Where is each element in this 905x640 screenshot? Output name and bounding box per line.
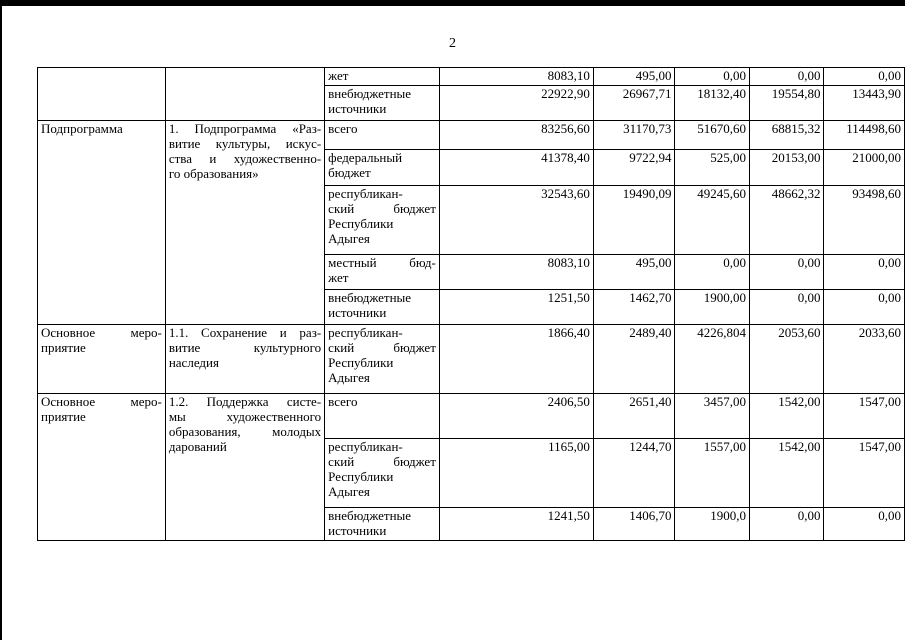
- budget-table: [37, 67, 905, 541]
- funding-source-cell: внебюджетные источники: [325, 290, 440, 325]
- activity-name-cell: 1. Подпрограмма «Раз- витие культуры, искус- ства и художественно- го образования»: [165, 121, 324, 325]
- value-cell: 1165,00: [439, 439, 593, 508]
- value-cell: 21000,00: [824, 150, 905, 186]
- value-cell: 0,00: [675, 68, 750, 86]
- value-cell: 48662,32: [749, 186, 824, 255]
- value-cell: 2489,40: [593, 325, 675, 394]
- activity-name-cell: 1.2. Поддержка систе- мы художественного образования, молодых дарований: [165, 394, 324, 541]
- value-cell: 1462,70: [593, 290, 675, 325]
- value-cell: 1900,0: [675, 508, 750, 541]
- funding-source-cell: республикан- ский бюджет Республики Адыгея: [325, 325, 440, 394]
- value-cell: 26967,71: [593, 86, 675, 121]
- activity-type-cell: [38, 68, 166, 121]
- value-cell: 1900,00: [675, 290, 750, 325]
- value-cell: 0,00: [824, 68, 905, 86]
- value-cell: 1557,00: [675, 439, 750, 508]
- value-cell: 8083,10: [439, 68, 593, 86]
- value-cell: 0,00: [749, 68, 824, 86]
- value-cell: 1542,00: [749, 439, 824, 508]
- value-cell: 525,00: [675, 150, 750, 186]
- table-row: [38, 325, 905, 394]
- value-cell: 0,00: [749, 290, 824, 325]
- value-cell: 93498,60: [824, 186, 905, 255]
- value-cell: 1547,00: [824, 394, 905, 439]
- value-cell: 19554,80: [749, 86, 824, 121]
- table-row: [38, 121, 905, 150]
- funding-source-cell: внебюджетные источники: [325, 508, 440, 541]
- value-cell: 22922,90: [439, 86, 593, 121]
- activity-type-cell: Основное меро- приятие: [38, 394, 166, 541]
- value-cell: 1241,50: [439, 508, 593, 541]
- scan-top-border: [0, 0, 905, 6]
- funding-source-cell: республикан- ский бюджет Республики Адыгея: [325, 439, 440, 508]
- value-cell: 51670,60: [675, 121, 750, 150]
- value-cell: 0,00: [824, 255, 905, 290]
- funding-source-cell: республикан- ский бюджет Республики Адыгея: [325, 186, 440, 255]
- value-cell: 114498,60: [824, 121, 905, 150]
- value-cell: 20153,00: [749, 150, 824, 186]
- value-cell: 19490,09: [593, 186, 675, 255]
- value-cell: 2053,60: [749, 325, 824, 394]
- value-cell: 9722,94: [593, 150, 675, 186]
- funding-source-cell: жет: [325, 68, 440, 86]
- value-cell: 8083,10: [439, 255, 593, 290]
- value-cell: 1542,00: [749, 394, 824, 439]
- value-cell: 0,00: [749, 508, 824, 541]
- funding-source-cell: федеральный бюджет: [325, 150, 440, 186]
- value-cell: 41378,40: [439, 150, 593, 186]
- activity-name-cell: [165, 68, 324, 121]
- value-cell: 1251,50: [439, 290, 593, 325]
- funding-source-cell: всего: [325, 394, 440, 439]
- activity-name-cell: 1.1. Сохранение и раз- витие культурного наследия: [165, 325, 324, 394]
- value-cell: 2651,40: [593, 394, 675, 439]
- value-cell: 0,00: [675, 255, 750, 290]
- value-cell: 18132,40: [675, 86, 750, 121]
- activity-type-cell: Подпрограмма: [38, 121, 166, 325]
- value-cell: 2406,50: [439, 394, 593, 439]
- funding-source-cell: внебюджетные источники: [325, 86, 440, 121]
- value-cell: 495,00: [593, 68, 675, 86]
- scan-left-border: [0, 0, 2, 640]
- value-cell: 1547,00: [824, 439, 905, 508]
- value-cell: 0,00: [824, 508, 905, 541]
- activity-type-cell: Основное меро- приятие: [38, 325, 166, 394]
- value-cell: 2033,60: [824, 325, 905, 394]
- value-cell: 4226,804: [675, 325, 750, 394]
- value-cell: 68815,32: [749, 121, 824, 150]
- value-cell: 0,00: [749, 255, 824, 290]
- value-cell: 1244,70: [593, 439, 675, 508]
- funding-source-cell: всего: [325, 121, 440, 150]
- table-row: [38, 68, 905, 86]
- table-row: [38, 394, 905, 439]
- page-number: 2: [449, 36, 456, 51]
- value-cell: 31170,73: [593, 121, 675, 150]
- value-cell: 1406,70: [593, 508, 675, 541]
- value-cell: 1866,40: [439, 325, 593, 394]
- value-cell: 49245,60: [675, 186, 750, 255]
- value-cell: 0,00: [824, 290, 905, 325]
- value-cell: 83256,60: [439, 121, 593, 150]
- funding-source-cell: местный бюд- жет: [325, 255, 440, 290]
- value-cell: 13443,90: [824, 86, 905, 121]
- value-cell: 32543,60: [439, 186, 593, 255]
- value-cell: 495,00: [593, 255, 675, 290]
- value-cell: 3457,00: [675, 394, 750, 439]
